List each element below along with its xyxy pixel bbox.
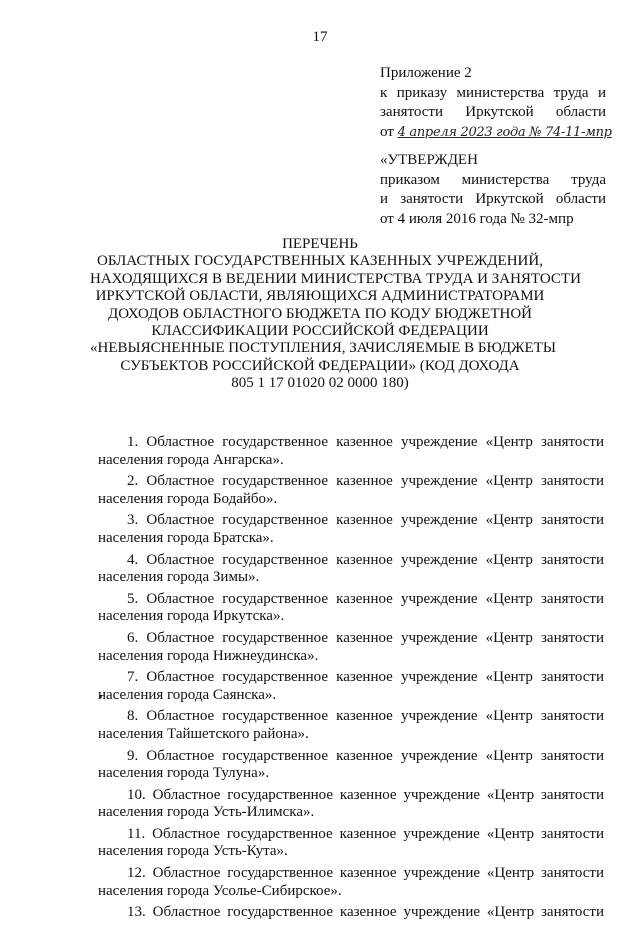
list-item-text: 13. Областное государственное казенное учреждение «Центр занятости (127, 904, 604, 921)
list-item-text: населения города Нижнеудинска». (98, 647, 319, 664)
list-item-text: 1. Областное государственное казенное учреждение «Центр занятости (127, 434, 604, 450)
list-item-text: населения Тайшетского района». (98, 725, 309, 742)
list-item-text: 5. Областное государственное казенное учреждение «Центр занятости (127, 590, 604, 607)
list-item (98, 434, 604, 469)
list-item (98, 904, 604, 922)
list-item (98, 591, 604, 626)
title-line: 805 1 17 01020 02 0000 180) (231, 375, 409, 392)
list-item-text: 9. Областное государственное казенное учреждение «Центр занятости (127, 747, 604, 764)
title-line: ИРКУТСКОЙ ОБЛАСТИ, ЯВЛЯЮЩИХСЯ АДМИНИСТРАТОРАМИ (95, 288, 545, 305)
list-item (98, 669, 604, 704)
title-line: ПЕРЕЧЕНЬ (282, 236, 358, 252)
appendix-date-line (380, 123, 612, 143)
list-item-text: 11. Областное государственное казенное учреждение «Центр занятости (127, 825, 604, 842)
list-item (98, 552, 604, 587)
list-item-text: 2. Областное государственное казенное учреждение «Центр занятости (127, 473, 604, 490)
list-item-text: населения города Усолье-Сибирское». (98, 882, 342, 899)
approved-heading: «УТВЕРЖДЕН (380, 152, 478, 168)
list-item (98, 865, 604, 900)
approved-ministry-line: и занятости Иркутской области (380, 191, 606, 207)
title-line: НАХОДЯЩИХСЯ В ВЕДЕНИИ МИНИСТЕРСТВА ТРУДА И ЗАНЯТОСТИ (90, 270, 581, 287)
approved-date-line: от 4 июля 2016 года № 32-мпр (380, 210, 574, 227)
list-item (98, 630, 604, 665)
appendix-title: Приложение 2 (380, 65, 472, 81)
list-item-text: 12. Областное государственное казенное учреждение «Центр занятости (127, 865, 604, 882)
appendix-order-line: к приказу министерства труда и (380, 84, 606, 101)
list-item (98, 512, 604, 547)
list-item (98, 473, 604, 508)
title-line: КЛАССИФИКАЦИИ РОССИЙСКОЙ ФЕДЕРАЦИИ (151, 323, 489, 340)
list-item-text: населения города Усть-Кута». (98, 843, 288, 860)
list-item-text: населения города Саянска». (98, 686, 277, 703)
approved-order-line: приказом министерства труда (380, 171, 606, 188)
list-item-text: населения города Бодайбо». (98, 490, 278, 507)
list-item-text: населения города Тулуна». (98, 765, 270, 782)
approved-block (380, 151, 606, 229)
list-item-text: 3. Областное государственное казенное учреждение «Центр занятости (127, 512, 604, 529)
title-line: СУБЪЕКТОВ РОССИЙСКОЙ ФЕДЕРАЦИИ» (КОД ДОХОДА (120, 357, 520, 374)
list-item-text: населения города Ангарска». (98, 451, 284, 468)
handwritten-date: 4 апреля 2023 года № 74-11-мпр (397, 124, 612, 140)
list-item (98, 826, 604, 861)
appendix-date-prefix: от (380, 123, 394, 140)
list-item-text: 7. Областное государственное казенное учреждение «Центр занятости (127, 669, 604, 686)
title-line: ДОХОДОВ ОБЛАСТНОГО БЮДЖЕТА ПО КОДУ БЮДЖЕТНОЙ (108, 305, 532, 322)
list-item (98, 708, 604, 743)
list-item-text: населения города Братска». (98, 529, 274, 546)
list-item (98, 787, 604, 822)
title-line: ОБЛАСТНЫХ ГОСУДАРСТВЕННЫХ КАЗЕННЫХ УЧРЕЖДЕНИЙ, (97, 253, 543, 270)
document-title (90, 236, 581, 393)
list-item (98, 748, 604, 783)
institution-list (98, 434, 604, 926)
list-item-text: 8. Областное государственное казенное учреждение «Центр занятости (127, 708, 604, 725)
page-number: 17 (312, 29, 328, 45)
list-item-text: 4. Областное государственное казенное учреждение «Центр занятости (127, 551, 604, 568)
appendix-block (380, 64, 612, 142)
list-item-text: 10. Областное государственное казенное учреждение «Центр занятости (127, 786, 604, 803)
list-item-text: 6. Областное государственное казенное учреждение «Центр занятости (127, 629, 604, 646)
appendix-ministry-line: занятости Иркутской области (380, 104, 606, 120)
list-item-text: населения города Иркутска». (98, 608, 285, 625)
list-item-text: населения города Усть-Илимска». (98, 804, 315, 821)
title-line: «НЕВЫЯСНЕННЫЕ ПОСТУПЛЕНИЯ, ЗАЧИСЛЯЕМЫЕ В БЮДЖЕТЫ (90, 340, 556, 357)
list-item-text: населения города Зимы». (98, 569, 260, 586)
